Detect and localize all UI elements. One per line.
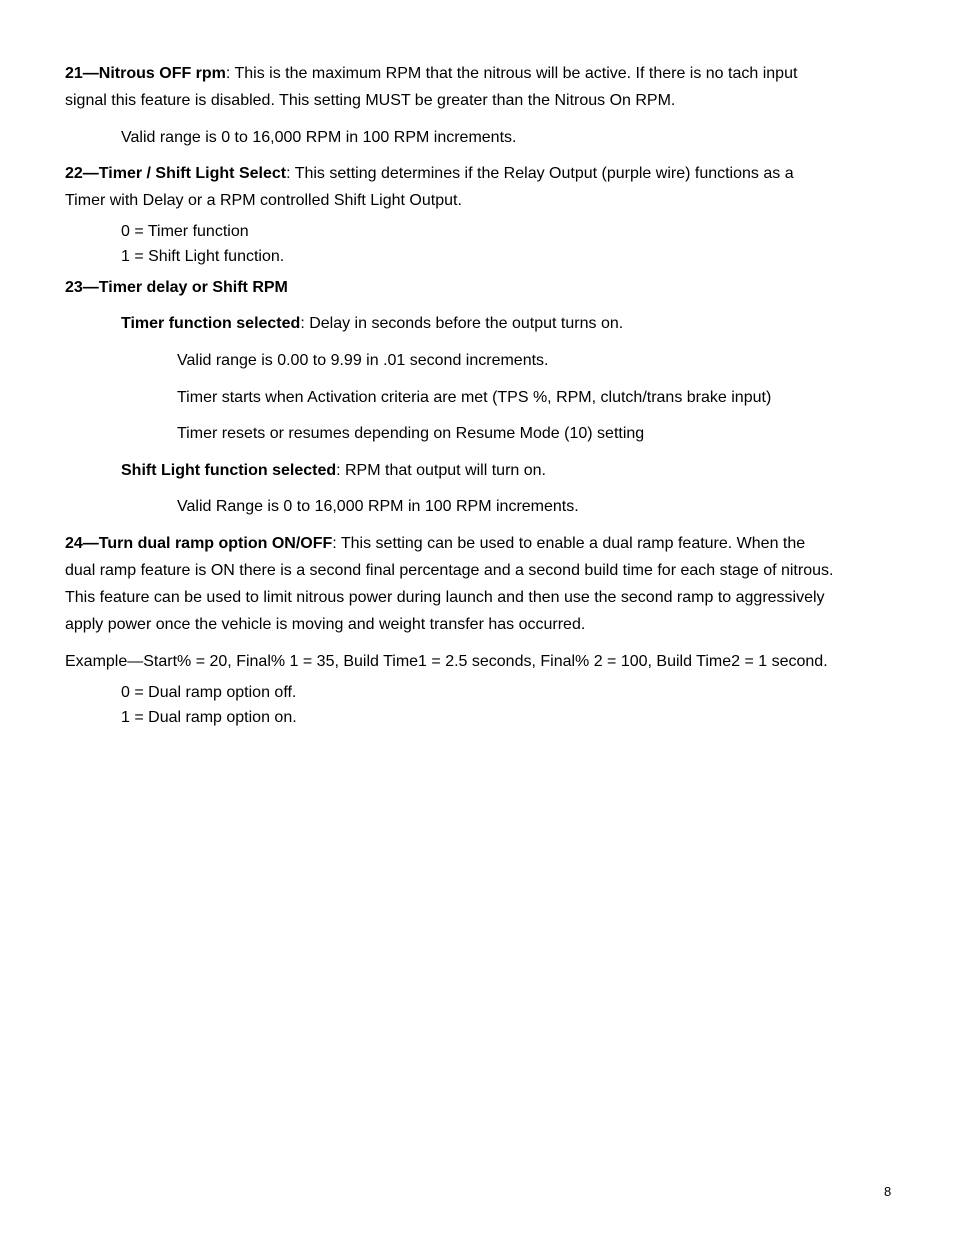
section-22-line-1 — [65, 164, 794, 184]
section-22-line-2: Timer with Delay or a RPM controlled Shift Light Output. — [65, 192, 462, 209]
section-24-example: Example—Start% = 20, Final% 1 = 35, Build Time1 = 2.5 seconds, Final% 2 = 100, Build Time2 = 1 second. — [65, 653, 828, 670]
section-24-option-1: 1 = Dual ramp option on. — [121, 709, 297, 726]
section-23-shift-heading: Shift Light function selected — [121, 462, 337, 479]
section-24-line-4: apply power once the vehicle is moving and weight transfer has occurred. — [65, 616, 586, 633]
section-21-valid-range: Valid range is 0 to 16,000 RPM in 100 RPM increments. — [121, 129, 517, 146]
page-number: 8 — [884, 1184, 892, 1199]
section-21-text: : This is the maximum RPM that the nitrous will be active. If there is no tach input — [225, 65, 798, 82]
section-22-option-0: 0 = Timer function — [121, 223, 249, 240]
section-22-option-1: 1 = Shift Light function. — [121, 248, 285, 265]
section-22-text: : This setting determines if the Relay Output (purple wire) functions as a — [286, 165, 794, 182]
section-23-shift-line — [121, 461, 546, 481]
section-23-timer-text: : Delay in seconds before the output turns on. — [300, 315, 624, 332]
section-21-heading: 21—Nitrous OFF rpm — [65, 65, 226, 82]
section-24-option-0: 0 = Dual ramp option off. — [121, 684, 297, 701]
section-23-shift-text: : RPM that output will turn on. — [336, 462, 546, 479]
section-23-timer-start: Timer starts when Activation criteria are met (TPS %, RPM, clutch/trans brake input) — [177, 389, 772, 406]
section-22-heading: 22—Timer / Shift Light Select — [65, 165, 287, 182]
section-23-timer-heading: Timer function selected — [121, 315, 301, 332]
section-21-line-2: signal this feature is disabled. This setting MUST be greater than the Nitrous On RPM. — [65, 92, 676, 109]
section-23-timer-line — [121, 314, 623, 334]
section-24-line-2: dual ramp feature is ON there is a second final percentage and a second build time for each stage of nitrous. — [65, 562, 834, 579]
section-23-timer-range: Valid range is 0.00 to 9.99 in .01 second increments. — [177, 352, 549, 369]
section-24-text: : This setting can be used to enable a dual ramp feature. When the — [332, 535, 806, 552]
section-24-heading: 24—Turn dual ramp option ON/OFF — [65, 535, 333, 552]
section-23-timer-reset: Timer resets or resumes depending on Resume Mode (10) setting — [177, 425, 645, 442]
section-21-line-1 — [65, 64, 797, 84]
section-24-line-1 — [65, 534, 805, 554]
section-23-shift-range: Valid Range is 0 to 16,000 RPM in 100 RPM increments. — [177, 498, 579, 515]
section-23-heading: 23—Timer delay or Shift RPM — [65, 279, 288, 296]
section-24-line-3: This feature can be used to limit nitrous power during launch and then use the second ramp to aggressively — [65, 589, 825, 606]
